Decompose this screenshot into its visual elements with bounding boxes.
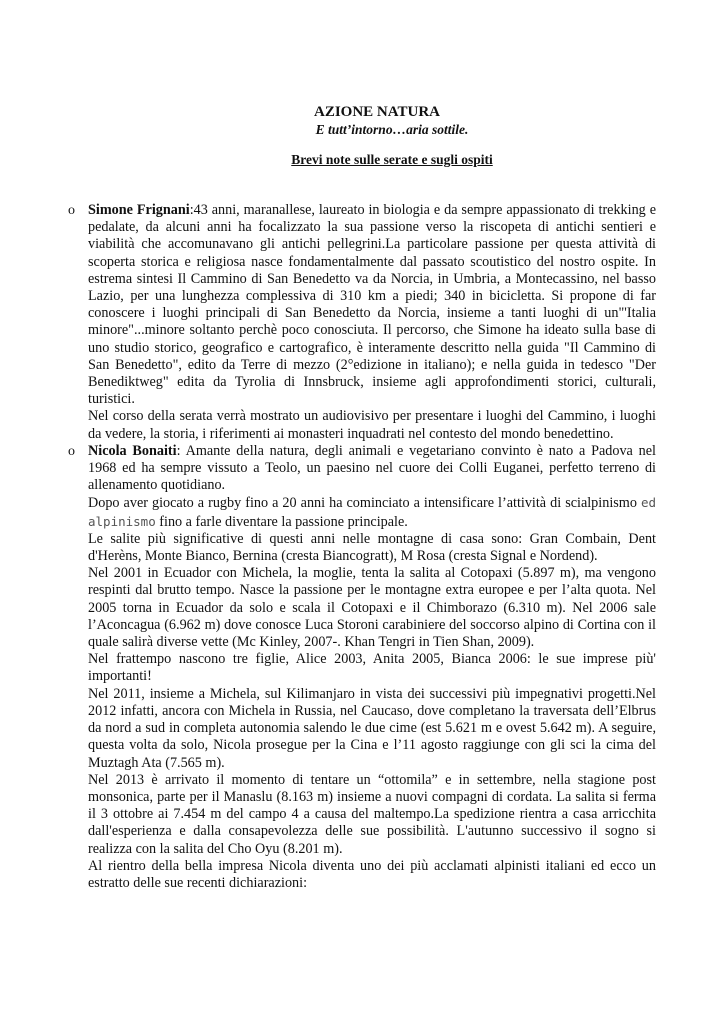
guest-bio-paragraph: Nel corso della serata verrà mostrato un audiovisivo per presentare i luoghi del Cammino, i luoghi da vedere, la storia, i riferimenti ai monasteri inquadrati nel contesto del mondo benedettino. <box>88 408 656 442</box>
section-heading: Brevi note sulle serate e sugli ospiti <box>291 152 493 167</box>
guest-bio-text: :43 anni, maranallese, laureato in biologia e da sempre appassionato di trekking e pedalate, da alcuni anni ha focalizzato la sua passione verso la riscopeta di antichi sentieri e viabilità che accomunavano gli antichi pellegrini.La particolare passione per questa attività di scoperta storica e religiosa nasce fondamentalmente dal passato scoutistico del nostro ospite. In estrema sintesi Il Cammino di San Benedetto va da Norcia, in Umbria, a Montecassino, nel basso Lazio, per una lunghezza complessiva di 310 km a piedi; 340 in bicicletta. Si propone di far conoscere i luoghi principali di San Benedetto da Norcia, insieme a tanti luoghi di un"'Italia minore"...minore soltanto perchè poco conosciuta. Il percorso, che Simone ha ideato sulla base di uno studio storico, geografico e cartografico, è interamente descritto nella guida "Il Cammino di San Benedetto", edito da Terre di mezzo (2°edizione in italiano); e nella guida in tedesco "Der Benediktweg" edita da Tyrolia di Innsbruck, insieme agli approfondimenti storici, culturali, turistici. <box>88 202 657 408</box>
guest-bio-text: Dopo aver giocato a rugby fino a 20 anni ha cominciato a intensificare l’attività di scialpinismo <box>88 495 641 512</box>
guest-bio-paragraph: Nel 2011, insieme a Michela, sul Kilimanjaro in vista dei successivi più impegnativi progetti.Nel 2012 infatti, ancora con Michela in Russia, nel Caucaso, dove completano la traversata dell’Elbrus da nord a sud in completa autonomia salendo le due cime (est 5.621 m e ovest 5.642 m). A seguire, questa volta da solo, Nicola prosegue per la Cina e l’11 agosto raggiunge con gli sci la cima del Muztagh Ata (7.565 m). <box>88 685 656 771</box>
guest-entry-nicola <box>68 442 657 892</box>
document-subtitle: E tutt’intorno…aria sottile. <box>315 122 469 137</box>
guest-name: Nicola Bonaiti <box>88 442 177 459</box>
document-title: AZIONE NATURA <box>314 104 440 120</box>
bullet-circle-icon: o <box>68 443 75 459</box>
bullet-circle-icon: o <box>68 203 75 218</box>
document-header <box>0 103 724 168</box>
guest-bio-paragraph: Le salite più significative di questi anni nelle montagne di casa sono: Gran Combain, Dent d'Herèns, Monte Bianco, Bernina (cresta Biancogratt), M Rosa (cresta Signal e Nordend). <box>88 530 656 565</box>
guest-bio-paragraph <box>88 494 656 530</box>
guest-name: Simone Frignani <box>88 202 190 218</box>
document-body <box>68 202 657 892</box>
guest-bio <box>88 443 656 495</box>
guest-bio-text: fino a farle diventare la passione principale. <box>155 513 408 530</box>
guest-bio-mono-text: ed alpinismo <box>88 495 656 529</box>
guest-entry-simone <box>68 202 657 443</box>
guest-bio-paragraph: Al rientro della bella impresa Nicola diventa uno dei più acclamati alpinisti italiani ed ecco un estratto delle sue recenti dichiarazioni: <box>88 857 656 891</box>
guest-bio <box>88 202 656 408</box>
guest-bio-paragraph: Nel 2013 è arrivato il momento di tentare un “ottomila” e in settembre, nella stagione post monsonica, parte per il Manaslu (8.163 m) insieme a nuovi compagni di cordata. La salita si ferma il 3 ottobre ai 7.454 m del campo 4 a causa del maltempo.La spedizione rientra a casa arricchita dall'esperienza e dalla consapevolezza delle sue possibilità. L'autunno successivo il sogno si realizza con la salita del Cho Oyu (8.201 m). <box>88 771 656 857</box>
guest-bio-paragraph: Nel frattempo nascono tre figlie, Alice 2003, Anita 2005, Bianca 2006: le sue imprese più' importanti! <box>88 651 656 685</box>
guest-bio-paragraph: Nel 2001 in Ecuador con Michela, la moglie, tenta la salita al Cotopaxi (5.897 m), ma vengono respinti dal brutto tempo. Nasce la passione per le montagne extra europee e per l’alta quota. Nel 2005 torna in Ecuador da solo e scala il Cotopaxi e il Chimborazo (6.310 m). Nel 2006 sale l’Aconcagua (6.962 m) dove conosce Luca Storoni carabiniere del soccorso alpino di Cortina con il quale salirà diverse vette (Mc Kinley, 2007-. Khan Tengri in Tien Shan, 2009). <box>88 565 656 651</box>
guest-bio-text: : Amante della natura, degli animali e vegetariano convinto è nato a Padova nel 1968 ed ha sempre vissuto a Teolo, un paesino nel cuore dei Colli Euganei, perfetto terreno di allenamento quotidiano. <box>88 442 657 494</box>
